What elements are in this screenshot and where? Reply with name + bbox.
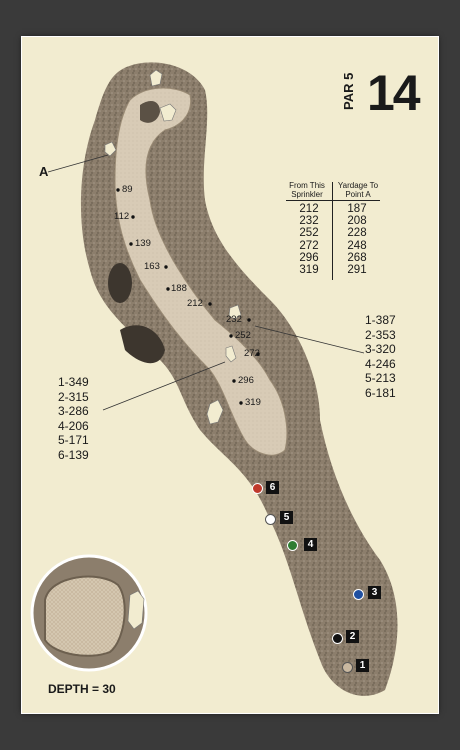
tee-label: 6 <box>266 481 279 494</box>
table-header-right-2: Point A <box>345 190 371 199</box>
list-item: 4-246 <box>365 356 396 371</box>
tee-marker-icon <box>252 483 263 494</box>
list-item: 4-206 <box>58 418 89 433</box>
list-item: 2-353 <box>365 327 396 342</box>
table-cell: 272 <box>299 239 319 252</box>
point-a-label: A <box>39 164 49 179</box>
tee-marker-icon <box>342 662 353 673</box>
green-depth-inset <box>32 556 146 670</box>
table-header-left-1: From This <box>289 181 325 190</box>
list-item: 1-349 <box>58 375 89 389</box>
hazard <box>108 263 132 303</box>
depth-label: DEPTH = 30 <box>48 682 116 696</box>
fairway-marker: 139 <box>135 238 151 249</box>
fairway-marker: 112 <box>114 211 130 222</box>
table-header-right-1: Yardage To <box>337 181 379 190</box>
table-cell: 296 <box>299 251 319 264</box>
par-label: PAR 5 <box>341 72 356 110</box>
table-cell: 291 <box>347 264 367 277</box>
tee-marker-icon <box>332 633 343 644</box>
fairway-marker: 188 <box>171 283 187 294</box>
list-item: 3-286 <box>58 404 89 419</box>
list-item: 2-315 <box>58 389 89 404</box>
tee-label: 4 <box>304 538 317 551</box>
left-yardage-list <box>58 375 89 463</box>
table-cell: 319 <box>299 264 319 277</box>
tee-marker-icon <box>265 514 276 525</box>
right-yardage-list <box>365 313 396 401</box>
table-cell: 208 <box>347 215 367 228</box>
table-header-left-2: Sprinkler <box>291 190 323 199</box>
list-item: 6-139 <box>58 447 89 462</box>
fairway-marker: 163 <box>144 261 160 272</box>
fairway-marker: 232 <box>226 314 242 325</box>
list-item: 5-213 <box>365 371 396 386</box>
fairway-marker: 272 <box>244 348 260 359</box>
table-cell: 268 <box>347 251 367 264</box>
table-cell: 228 <box>347 227 367 240</box>
fairway-marker: 212 <box>187 298 203 309</box>
table-cell: 248 <box>347 239 367 252</box>
table-cell: 252 <box>299 227 319 240</box>
list-item: 6-181 <box>365 385 396 400</box>
tee-label: 1 <box>356 659 369 672</box>
fairway-marker: 319 <box>245 397 261 408</box>
list-item: 5-171 <box>58 433 89 448</box>
table-cell: 212 <box>299 203 319 215</box>
tee-marker-icon <box>353 589 364 600</box>
tee-label: 5 <box>280 511 293 524</box>
list-item: 1-387 <box>365 313 396 327</box>
tee-label: 2 <box>346 630 359 643</box>
fairway-marker: 252 <box>235 330 251 341</box>
table-cell: 232 <box>299 215 319 228</box>
tee-label: 3 <box>368 586 381 599</box>
fairway-marker: 296 <box>238 375 254 386</box>
list-item: 3-320 <box>365 342 396 357</box>
fairway-marker: 89 <box>122 184 133 195</box>
tee-marker-icon <box>287 540 298 551</box>
hole-number: 14 <box>367 65 419 121</box>
table-cell: 187 <box>347 203 367 215</box>
